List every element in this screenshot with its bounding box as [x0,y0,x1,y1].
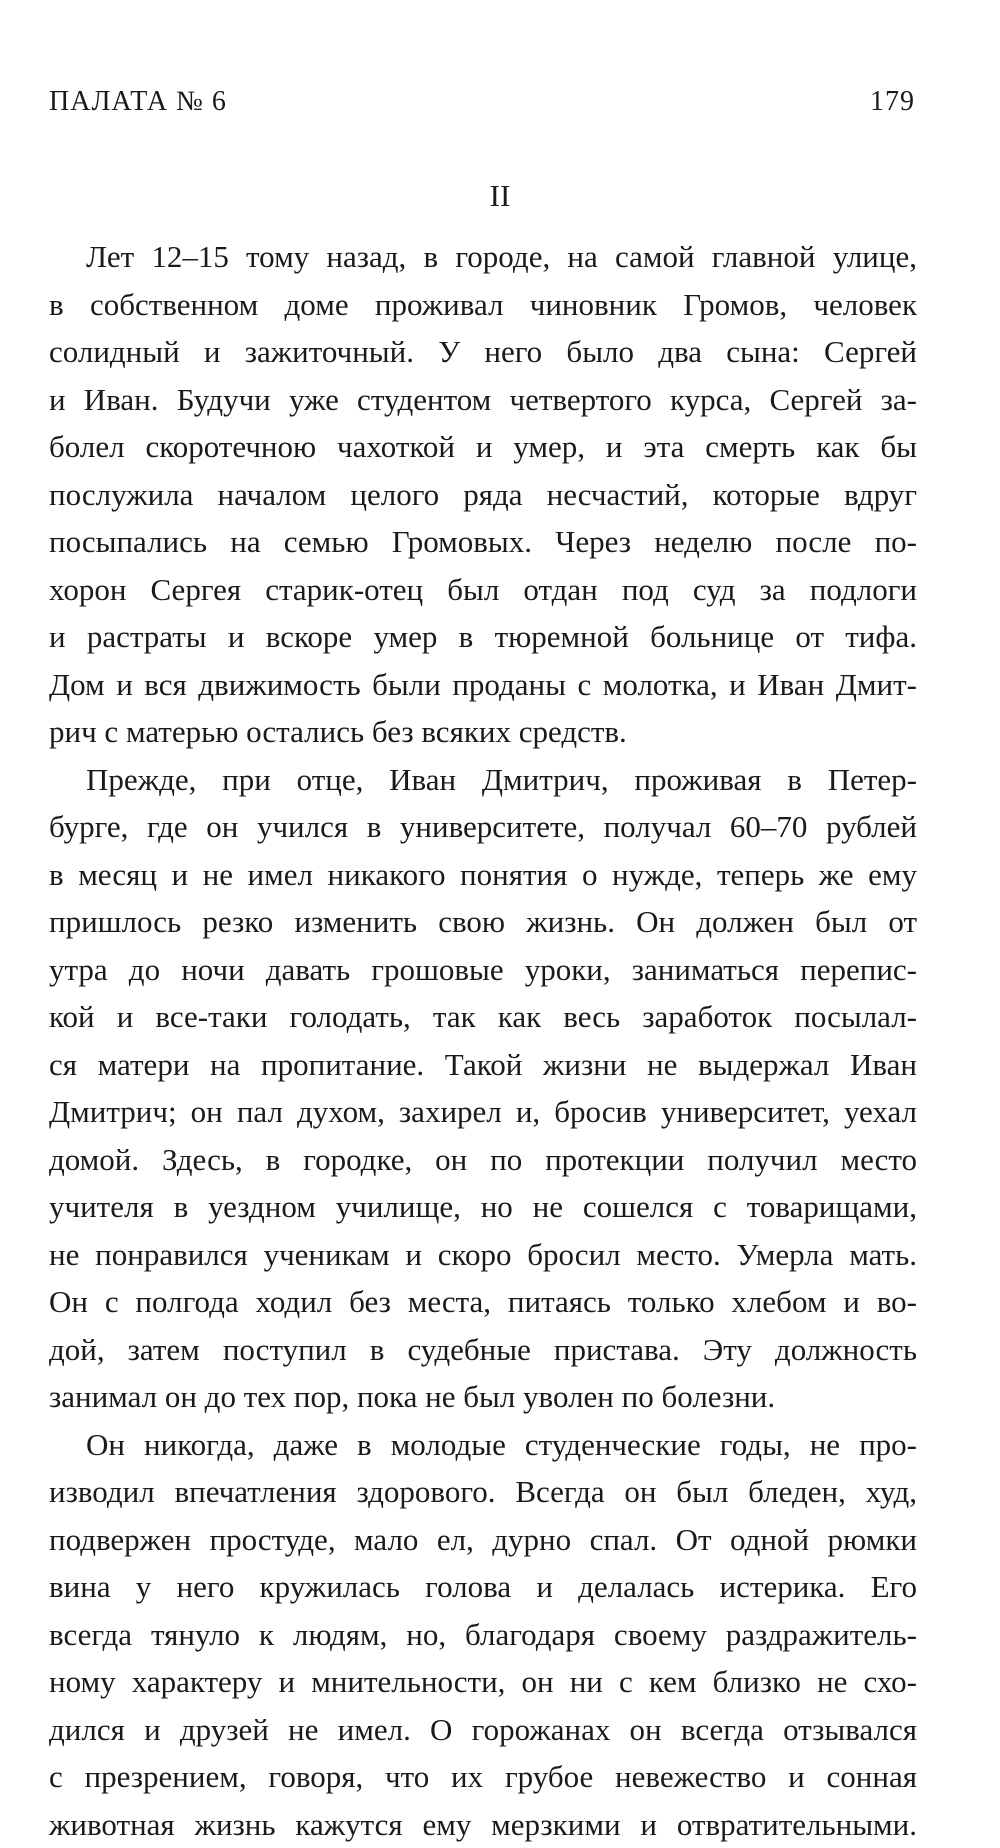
text-line: посыпались на семью Громовых. Через неделю после по- [49,518,917,566]
text-line: с презрением, говоря, что их грубое невежество и сонная [49,1753,917,1801]
text-line: в месяц и не имел никакого понятия о нужде, теперь же ему [49,851,917,899]
text-line: домой. Здесь, в городке, он по протекции получил место [49,1136,917,1184]
text-line: всегда тянуло к людям, но, благодаря своему раздражитель- [49,1611,917,1659]
text-line: послужила началом целого ряда несчастий, которые вдруг [49,471,917,519]
text-line: и растраты и вскоре умер в тюремной больнице от тифа. [49,613,917,661]
page-number: 179 [870,86,915,118]
text-line: солидный и зажиточный. У него было два сына: Сергей [49,328,917,376]
text-line: кой и все-таки голодать, так как весь заработок посылал- [49,993,917,1041]
chapter-number: II [0,178,1000,214]
text-line: животная жизнь кажутся ему мерзкими и отвратительными. [49,1801,917,1848]
text-line: дой, затем поступил в судебные пристава. Эту должность [49,1326,917,1374]
text-line: бурге, где он учился в университете, получал 60–70 рублей [49,803,917,851]
text-line: и Иван. Будучи уже студентом четвертого курса, Сергей за- [49,376,917,424]
running-header [49,86,915,126]
text-line: болел скоротечною чахоткой и умер, и эта смерть как бы [49,423,917,471]
text-line: Дом и вся движимость были проданы с молотка, и Иван Дмит- [49,661,917,709]
text-line: дился и друзей не имел. О горожанах он всегда отзывался [49,1706,917,1754]
text-line: в собственном доме проживал чиновник Громов, человек [49,281,917,329]
text-line: Он с полгода ходил без места, питаясь только хлебом и во- [49,1278,917,1326]
text-line: занимал он до тех пор, пока не был уволен по болезни. [49,1373,917,1421]
text-line: пришлось резко изменить свою жизнь. Он должен был от [49,898,917,946]
body-text [49,233,917,1848]
text-line: Дмитрич; он пал духом, захирел и, бросив университет, уехал [49,1088,917,1136]
text-line: Он никогда, даже в молодые студенческие годы, не про- [49,1421,917,1469]
text-line: не понравился ученикам и скоро бросил место. Умерла мать. [49,1231,917,1279]
text-line: вина у него кружилась голова и делалась истерика. Его [49,1563,917,1611]
text-line: рич с матерью остались без всяких средств. [49,708,917,756]
text-line: ся матери на пропитание. Такой жизни не выдержал Иван [49,1041,917,1089]
text-line: хорон Сергея старик-отец был отдан под суд за подлоги [49,566,917,614]
text-line: ному характеру и мнительности, он ни с кем близко не схо- [49,1658,917,1706]
text-line: изводил впечатления здорового. Всегда он был бледен, худ, [49,1468,917,1516]
header-title: ПАЛАТА № 6 [49,86,227,118]
text-line: Лет 12–15 тому назад, в городе, на самой главной улице, [49,233,917,281]
text-line: утра до ночи давать грошовые уроки, заниматься перепис- [49,946,917,994]
text-line: подвержен простуде, мало ел, дурно спал. От одной рюмки [49,1516,917,1564]
text-line: учителя в уездном училище, но не сошелся с товарищами, [49,1183,917,1231]
text-line: Прежде, при отце, Иван Дмитрич, проживая в Петер- [49,756,917,804]
